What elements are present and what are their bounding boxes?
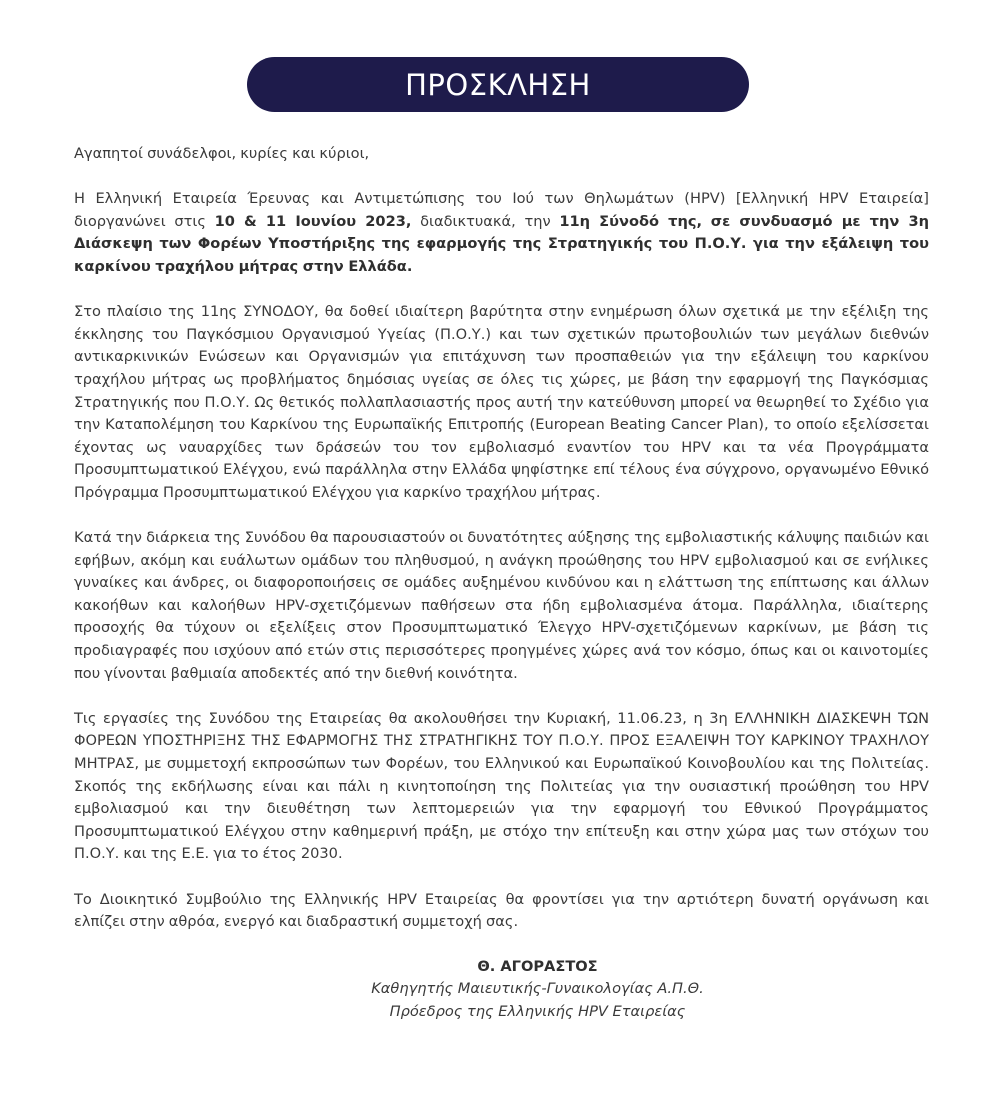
paragraph-closing: Το Διοικητικό Συμβούλιο της Ελληνικής HPV Εταιρείας θα φροντίσει για την αρτιότερη δυνατή οργάνωση και ελπίζει στην αθρόα, ενεργό και διαδραστική συμμετοχή σας.	[74, 890, 929, 931]
letter-body	[74, 143, 929, 1024]
paragraph-session-topics: Κατά την διάρκεια της Συνόδου θα παρουσιαστούν οι δυνατότητες αύξησης της εμβολιαστικής κάλυψης παιδιών και εφήβων, ακόμη και ευάλωτων ομάδων του πληθυσμού, η ανάγκη προώθησης του HPV εμβολιασμού και σε ενήλικες γυναίκες και άνδρες, οι διαφοροποιήσεις σε ομάδες αυξημένου κινδύνου και η ελάττωση της επίπτωσης και άλλων κακοήθων και καλοήθων HPV-σχετιζόμενων παθήσεων στα ήδη εμβολιασμένα άτομα. Παράλληλα, ιδιαίτερης προσοχής θα τύχουν οι εξελίξεις στον Προσυμπτωματικό Έλεγχο HPV-σχετιζόμενων καρκίνων, με βάση τις προδιαγραφές που ισχύουν από ετών στις περισσότερες προηγμένες χώρες ανά τον κόσμο, όπως και οι καινοτομίες που γίνονται βαθμιαία αποδεκτές από την διεθνή κοινότητα.	[74, 529, 929, 682]
title-banner	[247, 57, 749, 112]
signature-name: Θ. ΑΓΟΡΑΣΤΟΣ	[477, 957, 598, 975]
greeting: Αγαπητοί συνάδελφοι, κυρίες και κύριοι,	[74, 145, 370, 162]
signature-title: Καθηγητής Μαιευτικής-Γυναικολογίας Α.Π.Θ.	[371, 980, 704, 998]
intro-text-c: διαδικτυακά, την	[411, 212, 560, 230]
intro-text-a: Η Ελληνική Εταιρεία Έρευνας και Αντιμετώπισης του Ιού των Θηλωμάτων (HPV) [Ελληνική HPV Εταιρεία] διοργανώνει στις	[74, 190, 929, 230]
paragraph-conference: Τις εργασίες της Συνόδου της Εταιρείας θα ακολουθήσει την Κυριακή, 11.06.23, η 3η ΕΛΛΗΝΙΚΗ ΔΙΑΣΚΕΨΗ ΤΩΝ ΦΟΡΕΩΝ ΥΠΟΣΤΗΡΙΞΗΣ ΤΗΣ ΕΦΑΡΜΟΓΗΣ ΤΗΣ ΣΤΡΑΤΗΓΙΚΗΣ ΤΟΥ Π.Ο.Υ. ΠΡΟΣ ΕΞΑΛΕΙΨΗ ΤΟΥ ΚΑΡΚΙΝΟΥ ΤΡΑΧΗΛΟΥ ΜΗΤΡΑΣ, με συμμετοχή εκπροσώπων των Φορέων, του Ελληνικού και Ευρωπαϊκού Κοινοβουλίου και της Πολιτείας. Σκοπός της εκδήλωσης είναι και πάλι η κινητοποίηση της Πολιτείας για την ουσιαστική προώθηση του HPV εμβολιασμού και την διευθέτηση των λεπτομερειών για την εφαρμογή του Εθνικού Προγράμματος Προσυμπτωματικού Ελέγχου στην καθημερινή πράξη, με στόχο την επίτευξη και στην χώρα μας των στόχων του Π.Ο.Υ. και της Ε.Ε. για το έτος 2030.	[74, 709, 929, 863]
event-conference: σε συνδυασμό με την 3η Διάσκεψη των Φορέων Υποστήριξης της εφαρμογής της Στρατηγικής του Π.Ο.Υ. για την εξάλειψη του καρκίνου τραχήλου μήτρας στην Ελλάδα.	[74, 212, 930, 275]
paragraph-who-strategy: Στο πλαίσιο της 11ης ΣΥΝΟΔΟΥ, θα δοθεί ιδιαίτερη βαρύτητα στην ενημέρωση όλων σχετικά με την εξέλιξη της έκκλησης του Παγκόσμιου Οργανισμού Υγείας (Π.Ο.Υ.) και των σχετικών πρωτοβουλιών των μεγάλων διεθνών αντικαρκινικών Ενώσεων και Οργανισμών για επιτάχυνση των προσπαθειών για την εξάλειψη του καρκίνου τραχήλου μήτρας ως προβλήματος δημόσιας υγείας σε όλες τις χώρες, με βάση την εφαρμογή της Παγκόσμιας Στρατηγικής που Π.Ο.Υ. Ως θετικός πολλαπλασιαστής προς αυτή την κατεύθυνση μπορεί να θεωρηθεί το Σχέδιο για την Καταπολέμηση του Καρκίνου της Ευρωπαϊκής Επιτροπής (European Beating Cancer Plan), το οποίο εξελίσσεται έχοντας ως ναυαρχίδες των δράσεών του τον εμβολιασμό εναντίον του HPV και τα νέα Προγράμματα Προσυμπτωματικού Ελέγχου, ενώ παράλληλα στην Ελλάδα ψηφίστηκε επί τέλους ένα σύγχρονο, οργανωμένο Εθνικό Πρόγραμμα Προσυμπτωματικού Ελέγχου για καρκίνο τραχήλου μήτρας.	[74, 303, 929, 501]
page-title: ΠΡΟΣΚΛΗΣΗ	[405, 67, 591, 102]
signature-block	[74, 956, 929, 1024]
paragraph-intro	[74, 188, 929, 278]
event-dates: 10 & 11 Ιουνίου 2023,	[214, 212, 412, 230]
event-name: 11η Σύνοδό της,	[559, 212, 703, 230]
signature-position: Πρόεδρος της Ελληνικής HPV Εταιρείας	[389, 1002, 686, 1020]
